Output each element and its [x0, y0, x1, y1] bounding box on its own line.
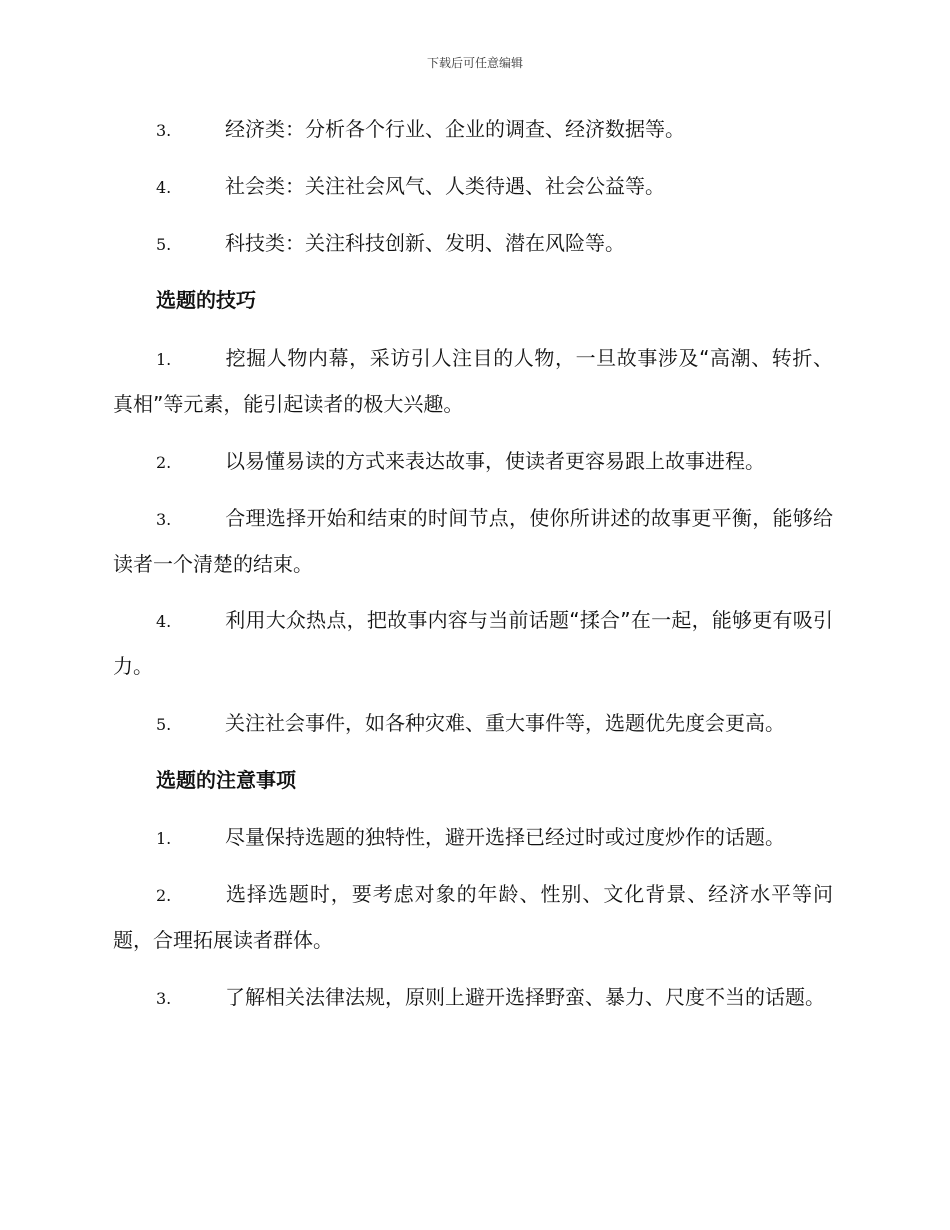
- item-text: 尽量保持选题的独特性，避开选择已经过时或过度炒作的话题。: [225, 825, 785, 849]
- list-item: [113, 336, 833, 426]
- item-text: 科技类：关注科技创新、发明、潜在风险等。: [225, 231, 625, 255]
- item-text: 经济类：分析各个行业、企业的调查、经济数据等。: [225, 117, 685, 141]
- item-text: 社会类：关注社会风气、人类待遇、社会公益等。: [225, 174, 665, 198]
- list-item: [113, 496, 833, 586]
- item-text: 选择选题时，要考虑对象的年龄、性别、文化背景、经济水平等问题，合理拓展读者群体。: [113, 882, 833, 952]
- item-text: 了解相关法律法规，原则上避开选择野蛮、暴力、尺度不当的话题。: [225, 985, 825, 1009]
- list-item: [113, 164, 833, 210]
- list-item: [113, 701, 833, 747]
- list-item: [113, 598, 833, 688]
- item-number: 4.: [156, 612, 172, 631]
- item-number: 3.: [156, 989, 172, 1008]
- item-text: 关注社会事件，如各种灾难、重大事件等，选题优先度会更高。: [225, 711, 785, 735]
- list-item: [113, 439, 833, 485]
- item-number: 3.: [156, 121, 172, 140]
- item-number: 1.: [156, 350, 172, 369]
- item-text: 挖掘人物内幕，采访引人注目的人物，一旦故事涉及“高潮、转折、真相”等元素，能引起读者的极大兴趣。: [113, 346, 833, 416]
- item-number: 5.: [156, 715, 172, 734]
- section-heading-tips: 选题的技巧: [156, 288, 256, 312]
- item-number: 1.: [156, 829, 172, 848]
- item-text: 利用大众热点，把故事内容与当前话题“揉合”在一起，能够更有吸引力。: [113, 608, 833, 678]
- item-number: 4.: [156, 178, 172, 197]
- item-number: 3.: [156, 510, 172, 529]
- page-header: 下载后可任意编辑: [426, 56, 523, 70]
- item-number: 5.: [156, 235, 172, 254]
- section-heading-notes: 选题的注意事项: [156, 768, 296, 792]
- list-item: [113, 107, 833, 153]
- item-number: 2.: [156, 453, 172, 472]
- item-number: 2.: [156, 886, 172, 905]
- list-item: [113, 815, 833, 861]
- list-item: [113, 872, 833, 962]
- item-text: 以易懂易读的方式来表达故事，使读者更容易跟上故事进程。: [225, 449, 765, 473]
- item-text: 合理选择开始和结束的时间节点，使你所讲述的故事更平衡，能够给读者一个清楚的结束。: [113, 506, 833, 576]
- list-item: [113, 221, 833, 267]
- list-item: [113, 975, 833, 1021]
